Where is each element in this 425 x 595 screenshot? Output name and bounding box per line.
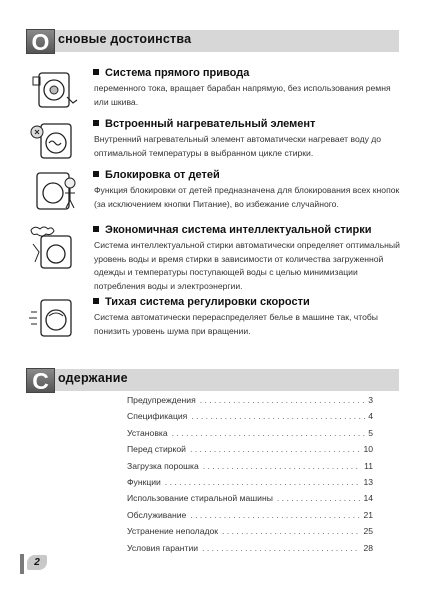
heater-illustration-icon — [27, 118, 83, 164]
toc-entry[interactable]: Перед стиркой . . . 10 — [127, 444, 373, 460]
section-header-advantages — [26, 29, 399, 55]
toc-entry[interactable]: Устранение неполадок . . . 25 — [127, 526, 373, 542]
toc-leader-dots — [190, 510, 360, 526]
toc-leader-dots — [203, 461, 361, 477]
bullet-square-icon — [93, 298, 99, 304]
bullet-square-icon — [93, 171, 99, 177]
section-header-contents — [26, 368, 399, 394]
toc-leader-dots — [222, 526, 360, 542]
feature-title: Встроенный нагревательный элемент — [93, 118, 315, 130]
child-lock-illustration-icon — [27, 169, 83, 215]
toc-leader-dots — [190, 444, 360, 460]
toc-leader-dots — [172, 428, 366, 444]
toc-leader-dots — [202, 543, 360, 559]
feature-description: Функция блокировки от детей предназначена для блокирования всех кнопок (за исключением кнопки Питание), во избежание случайного. — [94, 185, 400, 209]
intelligent-wash-illustration-icon — [27, 224, 83, 270]
table-of-contents — [127, 395, 373, 559]
quiet-speed-illustration-icon — [27, 296, 83, 342]
feature-child-lock — [27, 169, 402, 213]
feature-title: Экономичная система интеллектуальной стирки — [93, 224, 371, 236]
section-initial-letter: С — [26, 368, 55, 393]
toc-entry[interactable]: Предупреждения . . . 3 — [127, 395, 373, 411]
feature-description: Система автоматически перераспределяет белье в машине так, чтобы понизить уровень шума при вращении. — [94, 312, 378, 336]
feature-intelligent-wash — [27, 224, 402, 294]
feature-direct-drive — [27, 67, 402, 109]
feature-title: Блокировка от детей — [93, 169, 220, 181]
toc-leader-dots — [165, 477, 361, 493]
page-number: 2 — [27, 555, 47, 570]
section-title: одержание — [58, 371, 128, 385]
section-title: сновые достоинства — [58, 32, 192, 46]
toc-entry[interactable]: Обслуживание . . . 21 — [127, 510, 373, 526]
feature-description: Внутренний нагревательный элемент автоматически нагревает воду до оптимальной температуры в выбранном цикле стирки. — [94, 134, 382, 158]
toc-entry[interactable]: Функции . . . 13 — [127, 477, 373, 493]
bullet-square-icon — [93, 69, 99, 75]
toc-entry[interactable]: Установка . . . 5 — [127, 428, 373, 444]
bullet-square-icon — [93, 120, 99, 126]
direct-drive-illustration-icon — [27, 67, 83, 113]
feature-quiet-speed-control — [27, 296, 402, 340]
toc-leader-dots — [277, 493, 361, 509]
feature-description: переменного тока, вращает барабан напрямую, без использования ремня или шкива. — [94, 83, 391, 107]
bullet-square-icon — [93, 226, 99, 232]
page-edge-marker — [20, 554, 24, 574]
feature-title: Система прямого привода — [93, 67, 249, 79]
toc-leader-dots — [191, 411, 365, 427]
section-initial-letter: О — [26, 29, 55, 54]
toc-entry[interactable]: Условия гарантии . . . 28 — [127, 543, 373, 559]
feature-title: Тихая система регулировки скорости — [93, 296, 310, 308]
feature-built-in-heater — [27, 118, 402, 163]
toc-entry[interactable]: Спецификация . . . 4 — [127, 411, 373, 427]
feature-description: Система интеллектуальной стирки автоматически определяет оптимальный уровень воды и время стирки в зависимости от количества загруженной одежды и температуры поступающей воды с целью минимизации потребления воды и электроэнергии. — [94, 240, 400, 291]
toc-entry[interactable]: Загрузка порошка . . . 11 — [127, 461, 373, 477]
toc-entry[interactable]: Использование стиральной машины . . . 14 — [127, 493, 373, 509]
toc-leader-dots — [200, 395, 366, 411]
